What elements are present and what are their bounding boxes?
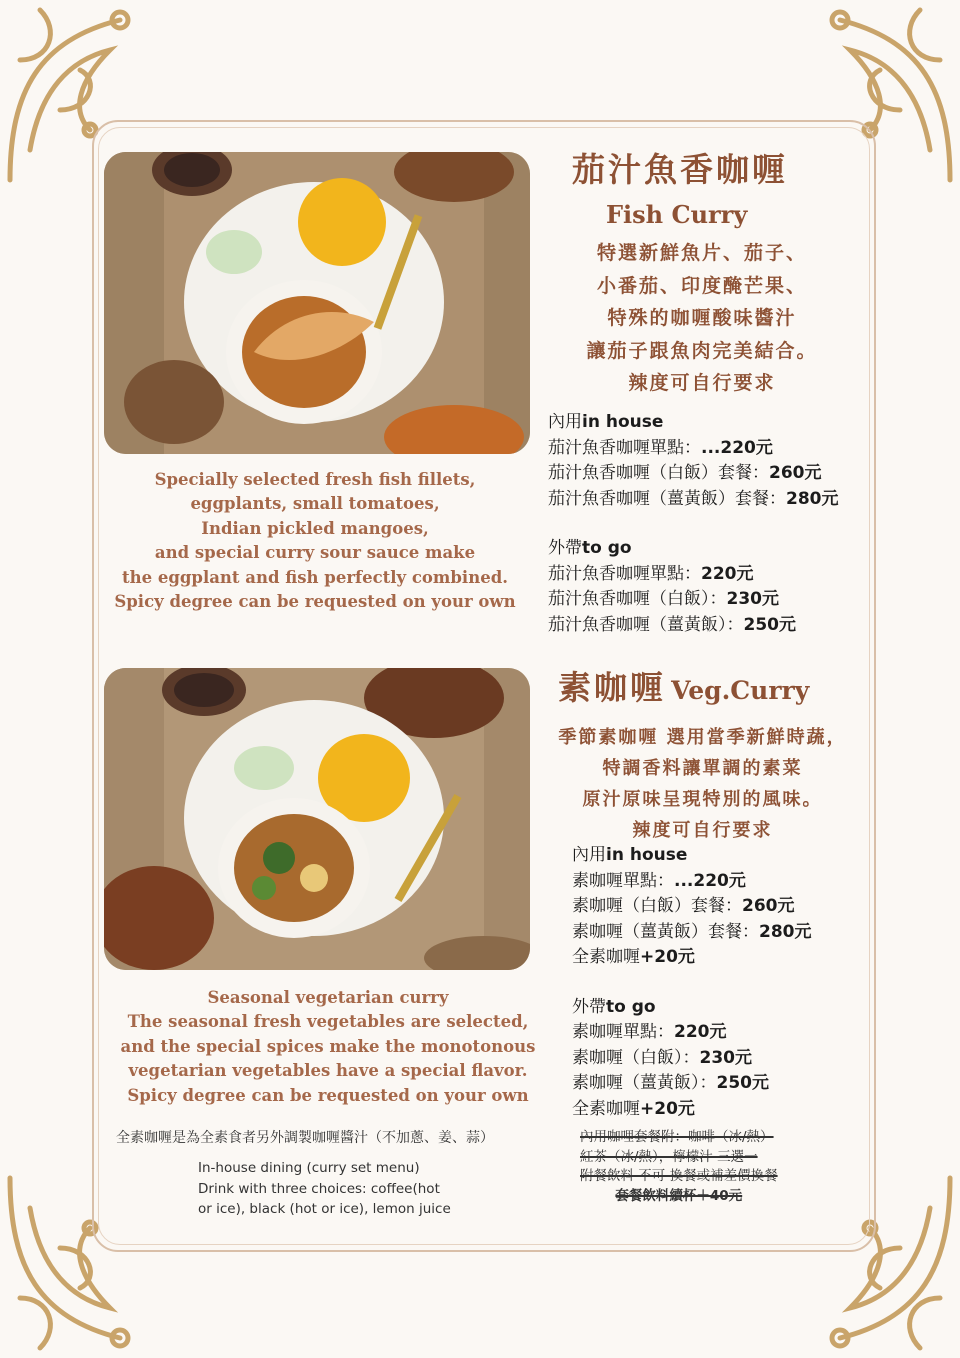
desc-line: 原汁原味呈現特別的風味。 [582,789,823,810]
desc-line: Spicy degree can be requested on your own [114,592,516,612]
desc-line: The seasonal fresh vegetables are selected, [127,1012,529,1032]
inhouse-label-zh: 內用 [572,845,606,865]
item-name: 茄汁魚香咖喱單點： [548,437,701,458]
price-row [572,920,812,946]
desc-line: Indian pickled mangoes, [201,518,429,538]
veg-curry-desc-en [100,986,556,1108]
fish-curry-prices [548,410,839,638]
price-row [548,461,839,487]
desc-line: 特調香料讓單調的素菜 [602,758,803,779]
item-price: 220元 [674,1022,727,1042]
item-name: 茄汁魚香咖喱（薑黃飯）： [548,614,744,635]
desc-line: 特殊的咖喱酸味醬汁 [607,307,797,329]
item-name: 全素咖喱 [572,947,640,967]
desc-line: Specially selected fresh fish fillets, [154,470,476,489]
price-row [572,894,812,920]
item-price: 250元 [743,614,796,635]
item-price: ...220元 [674,870,746,891]
item-price: 280元 [759,921,812,942]
item-price: ...220元 [701,437,773,458]
veg-curry-prices [572,843,812,1122]
desc-line: and the special spices make the monotonous [120,1036,536,1056]
togo-label-zh: 外帶 [572,996,606,1017]
togo-label-en: to go [606,996,656,1017]
item-name: 素咖喱（白飯）： [572,1047,700,1068]
desc-line: 讓茄子跟魚肉完美結合。 [586,339,818,362]
togo-label-zh: 外帶 [548,538,582,558]
veg-curry-title-zh: 素咖喱 [558,668,666,707]
fish-curry-desc-en [100,468,530,614]
item-name: 茄汁魚香咖喱（薑黃飯）套餐： [548,488,786,509]
note-line: 內用咖哩套餐附：咖啡（冰/熱） [580,1129,774,1145]
price-row [548,587,839,613]
desc-line: eggplants, small tomatoes, [190,494,440,514]
item-name: 全素咖喱 [572,1098,640,1119]
item-name: 素咖喱（薑黃飯）套餐： [572,921,759,942]
vegan-note: 全素咖喱是為全素食者另外調製咖喱醬汁（不加蔥、姜、蒜） [116,1130,494,1146]
desc-line: Seasonal vegetarian curry [207,988,449,1007]
togo-heading [572,995,812,1021]
inhouse-label-zh: 內用 [548,412,582,432]
item-name: 素咖喱（白飯）套餐： [572,896,742,916]
note-line: 套餐飲料續杯＋40元 [615,1187,743,1204]
price-row [548,613,839,639]
note-line: 紅茶（冰/熱），檸檬汁 三選一 [580,1148,758,1165]
item-name: 素咖喱（薑黃飯）： [572,1073,717,1093]
price-row [572,1020,812,1046]
togo-label-en: to go [582,538,632,558]
desc-line: and special curry sour sauce make [154,543,476,563]
item-price: 260元 [742,896,795,916]
price-row [572,945,812,971]
veg-curry-title-en: Veg.Curry [671,676,810,705]
desc-line: vegetarian vegetables have a special flavor. [128,1061,528,1081]
item-name: 素咖喱單點： [572,1022,674,1042]
item-price: +20元 [640,1098,695,1119]
note-line: In-house dining (curry set menu) [198,1160,420,1176]
price-row [548,562,839,588]
price-row [572,1046,812,1072]
item-name: 茄汁魚香咖喱（白飯）套餐： [548,463,769,483]
set-menu-note-en [198,1158,451,1220]
desc-line: 季節素咖喱 選用當季新鮮時蔬， [558,727,847,748]
price-row [548,436,839,462]
price-row [572,1097,812,1123]
desc-line: 辣度可自行要求 [632,820,773,841]
inhouse-heading [572,843,812,869]
fish-curry-title-zh: 茄汁魚香咖喱 [572,150,788,189]
price-row [572,1071,812,1097]
veg-curry-photo [104,668,530,970]
fish-curry-title-en: Fish Curry [606,200,748,229]
note-line: Drink with three choices: coffee(hot [198,1180,440,1197]
fish-curry-photo [104,152,530,454]
veg-curry-desc-zh [545,722,860,846]
item-name: 素咖喱單點： [572,870,674,891]
fish-curry-desc-zh [552,237,852,400]
item-price: 230元 [726,589,779,609]
desc-line: 辣度可自行要求 [628,372,776,394]
item-price: 230元 [699,1047,752,1068]
item-price: 250元 [716,1073,769,1093]
item-name: 茄汁魚香咖喱單點： [548,563,701,584]
item-price: 220元 [701,563,754,584]
item-price: +20元 [640,947,695,967]
togo-heading [548,536,839,562]
price-row [548,487,839,513]
desc-line: the eggplant and fish perfectly combined. [122,567,508,587]
item-price: 280元 [786,488,839,509]
note-line: 附餐飲料 不可 換餐或補差價換餐 [580,1168,778,1184]
note-line: or ice), black (hot or ice), lemon juice [198,1201,451,1217]
inhouse-label-en: in house [582,412,664,432]
desc-line: Spicy degree can be requested on your own [127,1085,529,1105]
inhouse-heading [548,410,839,436]
item-name: 茄汁魚香咖喱（白飯）： [548,589,727,609]
desc-line: 小番茄、印度醃芒果、 [596,274,807,297]
struck-set-menu-note [580,1128,778,1206]
desc-line: 特選新鮮魚片、茄子、 [596,242,807,264]
veg-curry-title [558,662,809,709]
inhouse-label-en: in house [606,845,688,865]
price-row [572,869,812,895]
item-price: 260元 [769,463,822,483]
